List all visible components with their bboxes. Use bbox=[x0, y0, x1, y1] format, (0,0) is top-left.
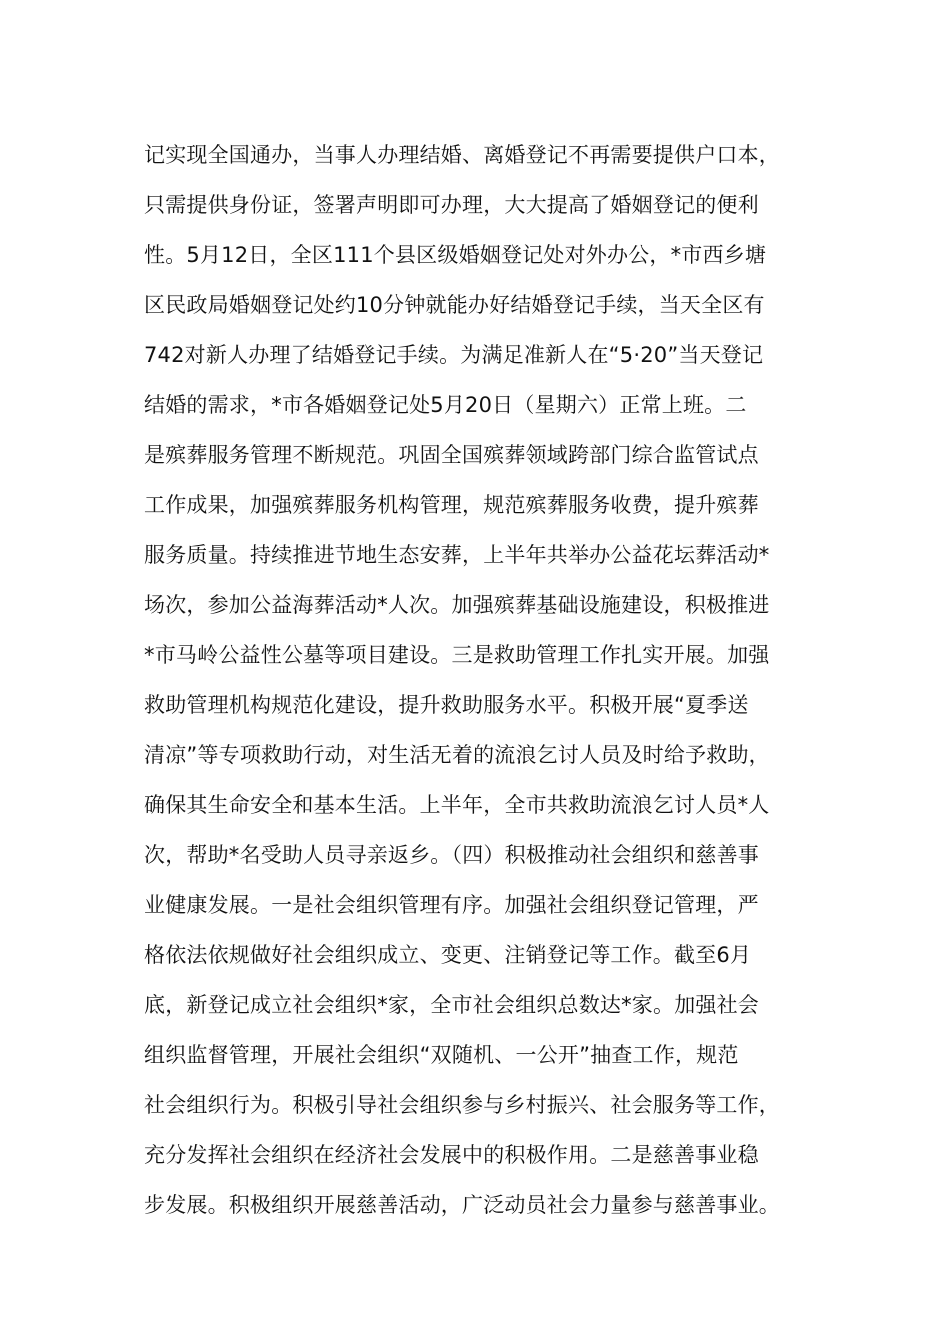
text-line: 服务质量。持续推进节地生态安葬，上半年共举办公益花坛葬活动* bbox=[144, 543, 770, 567]
text-line: 结婚的需求，*市各婚姻登记处5月20日（星期六）正常上班。二 bbox=[144, 393, 747, 417]
text-line: 社会组织行为。积极引导社会组织参与乡村振兴、社会服务等工作， bbox=[144, 1093, 780, 1117]
text-line: 确保其生命安全和基本生活。上半年，全市共救助流浪乞讨人员*人 bbox=[144, 793, 770, 817]
text-line: 次，帮助*名受助人员寻亲返乡。（四）积极推动社会组织和慈善事 bbox=[144, 843, 759, 867]
text-line: 只需提供身份证，签署声明即可办理，大大提高了婚姻登记的便利 bbox=[144, 193, 759, 217]
text-line: 步发展。积极组织开展慈善活动，广泛动员社会力量参与慈善事业。 bbox=[144, 1193, 780, 1217]
text-line: 性。5月12日，全区111个县区级婚姻登记处对外办公，*市西乡塘 bbox=[144, 243, 767, 267]
text-line: 组织监督管理，开展社会组织“双随机、一公开”抽查工作，规范 bbox=[144, 1043, 739, 1067]
text-line: 场次，参加公益海葬活动*人次。加强殡葬基础设施建设，积极推进 bbox=[144, 593, 770, 617]
text-line: 记实现全国通办，当事人办理结婚、离婚登记不再需要提供户口本， bbox=[144, 143, 780, 167]
text-line: 底，新登记成立社会组织*家，全市社会组织总数达*家。加强社会 bbox=[144, 993, 759, 1017]
text-line: 清凉”等专项救助行动，对生活无着的流浪乞讨人员及时给予救助， bbox=[144, 743, 770, 767]
text-line: 救助管理机构规范化建设，提升救助服务水平。积极开展“夏季送 bbox=[144, 693, 749, 717]
text-line: *市马岭公益性公墓等项目建设。三是救助管理工作扎实开展。加强 bbox=[144, 643, 770, 667]
text-line: 工作成果，加强殡葬服务机构管理，规范殡葬服务收费，提升殡葬 bbox=[144, 493, 759, 517]
text-line: 格依法依规做好社会组织成立、变更、注销登记等工作。截至6月 bbox=[144, 943, 752, 967]
text-line: 充分发挥社会组织在经济社会发展中的积极作用。二是慈善事业稳 bbox=[144, 1143, 759, 1167]
text-line: 是殡葬服务管理不断规范。巩固全国殡葬领域跨部门综合监管试点 bbox=[144, 443, 759, 467]
body-text bbox=[144, 130, 824, 1230]
text-line: 业健康发展。一是社会组织管理有序。加强社会组织登记管理，严 bbox=[144, 893, 759, 917]
text-line: 区民政局婚姻登记处约10分钟就能办好结婚登记手续，当天全区有 bbox=[144, 293, 765, 317]
text-line: 742对新人办理了结婚登记手续。为满足准新人在“5·20”当天登记 bbox=[144, 343, 764, 367]
